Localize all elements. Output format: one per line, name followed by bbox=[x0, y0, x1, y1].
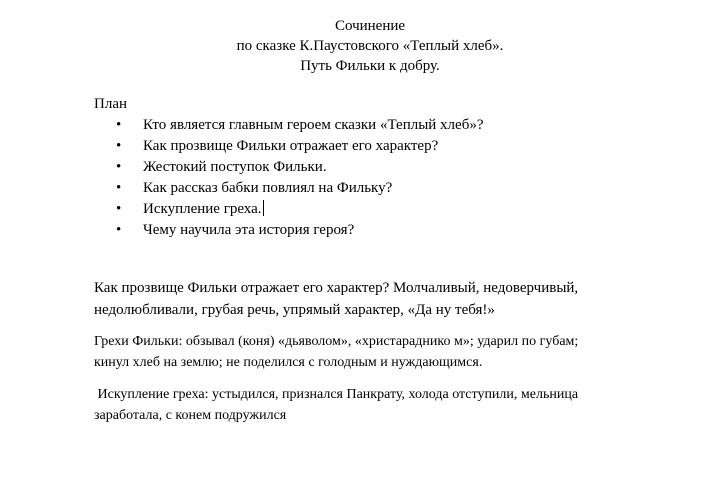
paragraph-redemption bbox=[94, 384, 654, 426]
paragraph-line: Искупление греха: устыдился, признался Панкрату, холода отступили, мельница bbox=[94, 387, 579, 402]
plan-item-text: Как рассказ бабки повлиял на Фильку? bbox=[143, 180, 393, 196]
paragraph-line: кинул хлеб на землю; не поделился с голодным и нуждающимся. bbox=[94, 355, 483, 370]
list-item[interactable] bbox=[116, 199, 484, 220]
list-item bbox=[116, 220, 484, 241]
plan-item-text: Чему научила эта история героя? bbox=[143, 222, 355, 238]
list-item bbox=[116, 115, 484, 136]
text-cursor bbox=[263, 200, 264, 216]
title-line-1: Сочинение bbox=[334, 18, 406, 34]
plan-item-text[interactable]: Искупление греха. bbox=[143, 201, 262, 217]
paragraph-line: заработала, с конем подружился bbox=[94, 408, 287, 423]
paragraph-line: недолюбливали, грубая речь, упрямый характер, «Да ну тебя!» bbox=[94, 302, 495, 318]
bullet-icon: • bbox=[116, 159, 122, 175]
plan-item-text: Кто является главным героем сказки «Теплый хлеб»? bbox=[143, 117, 484, 133]
bullet-icon: • bbox=[116, 180, 122, 196]
plan-heading: План bbox=[94, 96, 128, 112]
plan-item-text: Жестокий поступок Фильки. bbox=[143, 159, 327, 175]
list-item bbox=[116, 136, 484, 157]
paragraph-sins bbox=[94, 331, 654, 373]
list-item bbox=[116, 157, 484, 178]
title-line-2: по сказке К.Паустовского «Теплый хлеб». bbox=[236, 38, 504, 54]
paragraph-line: Грехи Фильки: обзывал (коня) «дьяволом», «христараднико м»; ударил по губам; bbox=[94, 334, 579, 349]
paragraph-nickname bbox=[94, 277, 654, 321]
essay-title bbox=[0, 16, 725, 76]
list-item bbox=[116, 178, 484, 199]
plan-list bbox=[116, 115, 484, 241]
bullet-icon: • bbox=[116, 138, 122, 154]
paragraph-line: Как прозвище Фильки отражает его характер? Молчаливый, недоверчивый, bbox=[94, 280, 579, 296]
plan-item-text: Как прозвище Фильки отражает его характер? bbox=[143, 138, 439, 154]
bullet-icon: • bbox=[116, 117, 122, 133]
bullet-icon: • bbox=[116, 201, 122, 217]
bullet-icon: • bbox=[116, 222, 122, 238]
title-line-3: Путь Фильки к добру. bbox=[300, 58, 440, 74]
